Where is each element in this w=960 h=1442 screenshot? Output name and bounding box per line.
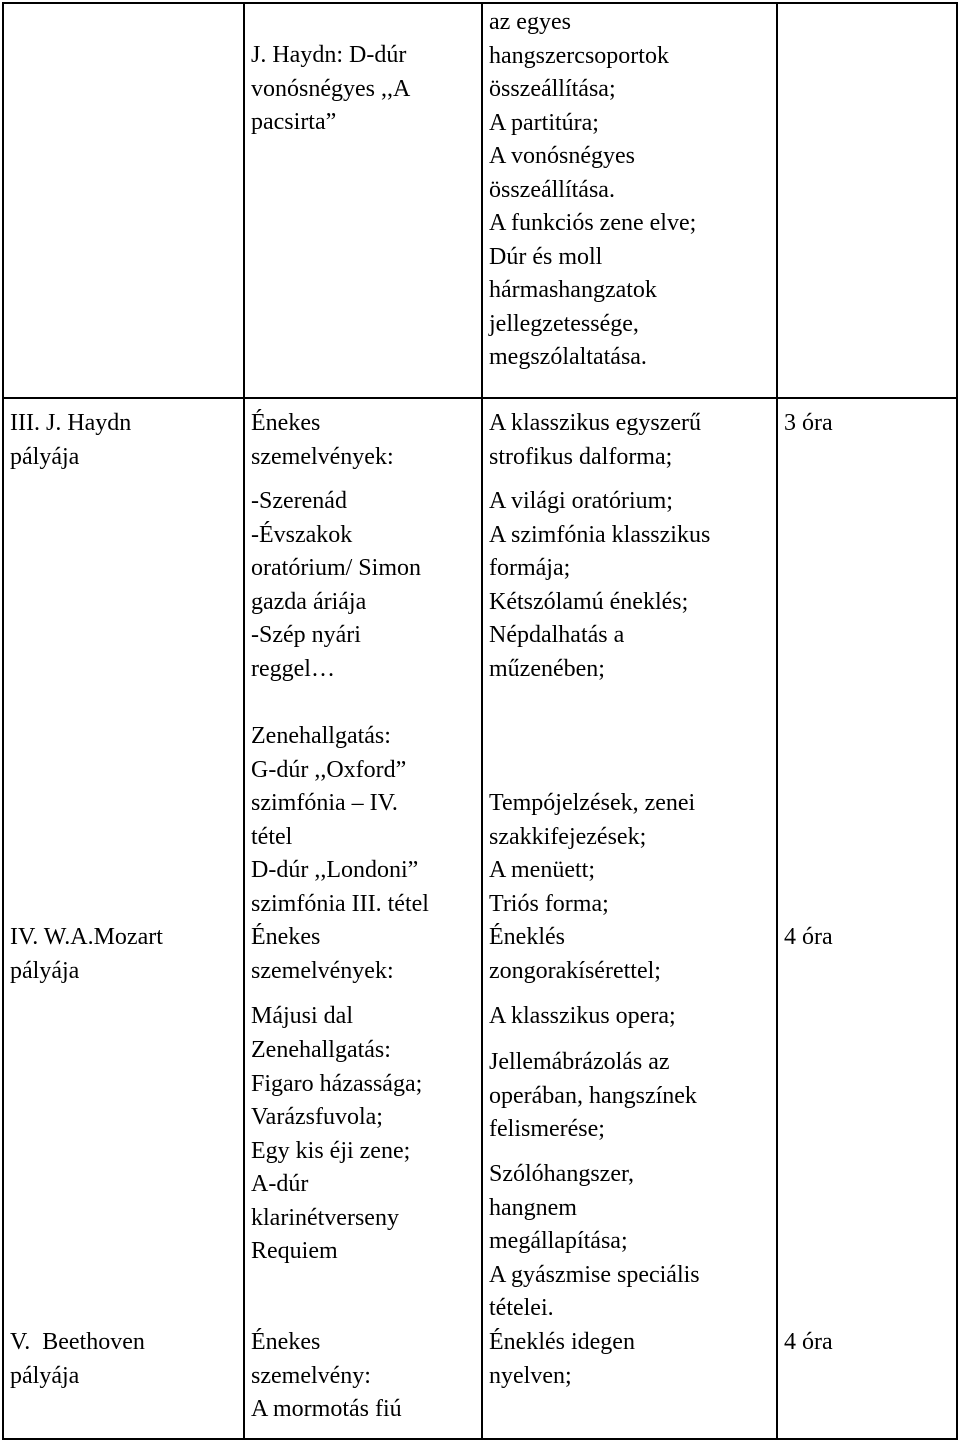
table-border-left [2, 2, 4, 1440]
hours-value: 4 óra [784, 1329, 833, 1355]
table-border-top [2, 2, 958, 4]
row-title: V. Beethoven pályája [10, 1329, 145, 1389]
row-title: III. J. Haydn pályája [10, 410, 132, 470]
cell-text: az egyes hangszercsoportok összeállítása; A partitúra; A vonósnégyes összeállítása. A funkciós zene elve; Dúr és moll hármashangzatok jellegzetessége, megszólaltatása. [489, 9, 697, 370]
cell-text: J. Haydn: D-dúr vonósnégyes ,,A pacsirta” [251, 42, 411, 135]
cell-text: A világi oratórium; A szimfónia klasszikus formája; Kétszólamú éneklés; Népdalhatás a műzenében; [489, 488, 711, 682]
cell-text: A klasszikus egyszerű strofikus dalforma; [489, 410, 701, 470]
cell-text: Zenehallgatás: G-dúr ,,Oxford” szimfónia – IV. tétel D-dúr ,,Londoni” szimfónia III. tétel [251, 723, 429, 917]
hours-value: 3 óra [784, 410, 833, 436]
cell-text: -Szerenád -Évszakok oratórium/ Simon gazda áriája -Szép nyári reggel… [251, 488, 421, 682]
cell-text: Májusi dal [251, 1003, 353, 1029]
table-border-bottom [2, 1438, 958, 1440]
cell-text: Jellemábrázolás az operában, hangszínek felismerése; [489, 1049, 697, 1142]
column-divider-1 [243, 2, 245, 1440]
cell-text: Éneklés idegen nyelven; [489, 1329, 635, 1389]
row-divider-1 [2, 397, 958, 399]
cell-text: Énekes szemelvények: [251, 924, 394, 984]
row-title: IV. W.A.Mozart pályája [10, 924, 163, 984]
column-divider-2 [481, 2, 483, 1440]
cell-text: Tempójelzések, zenei szakkifejezések; A menüett; Triós forma; Éneklés zongorakísérettel; [489, 790, 696, 984]
cell-text: Énekes szemelvény: A mormotás fiú [251, 1329, 402, 1422]
hours-value: 4 óra [784, 924, 833, 950]
cell-text: Énekes szemelvények: [251, 410, 394, 470]
table-border-right [956, 2, 958, 1440]
cell-text: A klasszikus opera; [489, 1003, 676, 1029]
column-divider-3 [776, 2, 778, 1440]
cell-text: Zenehallgatás: Figaro házassága; Varázsfuvola; Egy kis éji zene; A-dúr klarinétverseny Requiem [251, 1037, 423, 1264]
cell-text: Szólóhangszer, hangnem megállapítása; A gyászmise speciális tételei. [489, 1161, 700, 1321]
